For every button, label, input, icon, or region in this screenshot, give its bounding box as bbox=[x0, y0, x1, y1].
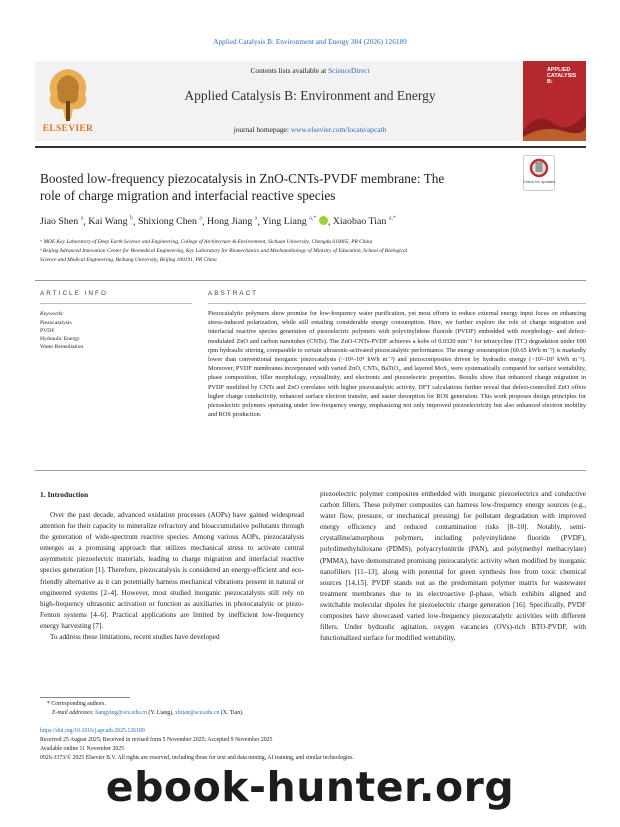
body-paragraph: piezoelectric polymer composites embedded with inorganic piezoelectrics and conductive carbon fillers. These polymer composites can harness low-frequency energy sources (e.g., water flow, pressure, or mechanical pressing) for pollutant degradation with improved energy efficiency and reduced contamination risks [8–10]. Notably, semi-crystalline/amorphous polymers, including polyvinylidene fluoride (PVDF), polydimethylsiloxane (PDMS), polyacrylonitrile (PAN), and poly(methyl methacrylate) (PMMA), have demonstrated promising piezocatalytic activity when modified by inorganic nanofillers [11–13], along with potential for green synthesis free from toxic chemical sources [14,15]. PVDF stands out as the predominant polymer matrix for wastewater treatment membranes due to its electroactive β-phase, which exhibits aligned and switchable molecular dipoles for piezoelectric charge generation [16]. Specifically, PVDF composites have showcased varied low-frequency piezocatalytic activities with different fillers. Under hydraulic agitation, oxygen vacancies (OVs)-rich BTO-PVDF, with functionalized surface for modified wettability, bbox=[320, 490, 586, 643]
keyword: Hydraulic Energy bbox=[40, 336, 80, 342]
footnote-rule bbox=[40, 697, 130, 698]
article-title bbox=[40, 170, 500, 204]
article-title-line-2: role of charge migration and interfacial reactive species bbox=[40, 188, 336, 203]
cover-title: APPLIED CATALYSIS B: bbox=[547, 67, 577, 85]
abstract-text: Piezocatalytic polymers show promise for low-frequency water purification, yet most efforts to reduce external energy input focus on enhancing stress-induced polarization, while still entailing considerable energy consumption. Here, we further explore the role of charge migration and interfacial reactive species generation of piezoelectric polymers with polyvinylidene fluoride (PVDF) embedded with morphology- and defect-modulated ZnO and carbon nanotubes (CNTs). The ZnO-CNTs-PVDF achieves a kobs of 0.0320 min⁻¹ for tetracycline (TC) degradation under 600 rpm hydraulic stirring, comparable to certain ultrasonic-activated piezocatalytic performance. The energy consumption (60.65 kWh m⁻³) is markedly lower than conventional inorganic piezocatalysts (~10³–10⁴ kWh m⁻³) and piezocomposites driven by hydraulic energy (~10²–10³ kWh m⁻³). Moreover, PVDF membranes incorporated with varied ZnO, CNTs, BaTiO₃, and layered MoS₂ were systematically compared for surface wettability, phase composition, filler morphology, crystallinity, and electronic and piezoelectric properties. Results show that enhanced charge migration in PVDF modified by CNTs and ZnO correlates with higher piezocatalytic activity. DFT calculations further reveal that defect-controlled ZnO offers higher charge conductivity, enhanced surface electron transfer, and easier desorption for ROS generation. This work proposes design principles for piezoelectric polymers operating under low-frequency energy, emphasizing not only improved piezoelectricity but also enhanced electron mobility and ROS production. bbox=[208, 310, 586, 419]
journal-homepage-link[interactable]: www.elsevier.com/locate/apcatb bbox=[290, 125, 387, 134]
affiliation-b-line-1: ᵇ Beijing Advanced Innovation Center for Biomedical Engineering, Key Laboratory for Biomechanics and Mechanobiology of Ministry of Education, School of Biological bbox=[40, 248, 408, 254]
body-paragraph: Over the past decade, advanced oxidation processes (AOPs) have gained widespread attention for their capacity to mineralize refractory and bioaccumulative pollutants through the generation of wide-spectrum reactive species. Among various AOPs, piezocatalysis emerges as a promising approach that utilizes mechanical stress to activate central asymmetric piezoelectric materials, leading to charge migration and interfacial reactive species generation [1]. Therefore, piezocatalysis is considered an energy-efficient and eco-friendly alternative as it can potentially harness mechanical vibrations present in natural or engineered systems [2–4]. However, most studied inorganic piezocatalysts still rely on high-frequency ultrasonic activation or function as auxiliaries in photocatalytic or piezo-Fenton systems [4–6]. Practical applications are limited by inefficient low-frequency energy harvesting [7]. bbox=[40, 511, 304, 630]
author[interactable]: Shixiong Chen $^a$ bbox=[137, 216, 203, 228]
body-paragraph: To address these limitations, recent studies have developed bbox=[50, 633, 220, 642]
article-info-heading: ARTICLE INFO bbox=[40, 290, 108, 297]
received-dates: Received 25 August 2025; Received in revised form 5 November 2025; Accepted 9 November 2025 bbox=[40, 737, 273, 743]
homepage-prefix: journal homepage: bbox=[233, 125, 291, 134]
affiliation-a: ᵃ MOE Key Laboratory of Deep Earth Science and Engineering, College of Architecture & Environment, Sichuan University, Chengdu 610065, PR China bbox=[40, 239, 373, 245]
orcid-icon[interactable] bbox=[319, 216, 328, 225]
doi-link[interactable]: https://doi.org/10.1016/j.apcatb.2025.126189 bbox=[40, 728, 145, 734]
divider bbox=[40, 303, 192, 304]
email-link[interactable]: liangying@scu.edu.cn bbox=[95, 710, 147, 716]
author[interactable]: Ying Liang $^{a,*}$ bbox=[262, 216, 317, 228]
journal-title: Applied Catalysis B: Environment and Energy bbox=[184, 88, 436, 103]
copyright-notice: 0926-3373/© 2025 Elsevier B.V. All rights are reserved, including those for text and data mining, AI training, and similar technologies. bbox=[40, 755, 354, 761]
author[interactable]: Xiaobao Tian $^{a,*}$ bbox=[332, 216, 396, 228]
check-updates-label: Check for updates bbox=[523, 179, 555, 184]
keyword: Water Remediation bbox=[40, 344, 84, 350]
email-link[interactable]: xbtian@scu.edu.cn bbox=[175, 710, 220, 716]
abstract-heading: ABSTRACT bbox=[208, 290, 259, 297]
journal-cover-thumbnail[interactable] bbox=[523, 61, 586, 141]
divider bbox=[208, 303, 586, 304]
contents-prefix: Contents lists available at bbox=[250, 66, 329, 75]
divider bbox=[35, 280, 586, 281]
keywords-label: Keywords: bbox=[40, 311, 65, 317]
author-list: Jiao Shen $^a$, Kai Wang $^b$, Shixiong Chen $^a$, Hong Jiang $^a$, Ying Liang $^{a,*}$ , Xiaobao Tian $^{a,*}$ bbox=[40, 216, 396, 228]
journal-citation-link[interactable]: Applied Catalysis B: Environment and Energy 384 (2026) 126189 bbox=[213, 37, 407, 46]
article-title-line-1: Boosted low-frequency piezocatalysis in ZnO-CNTs-PVDF membrane: The bbox=[40, 171, 445, 186]
cover-artwork bbox=[523, 101, 586, 141]
keyword: PVDF bbox=[40, 328, 55, 334]
watermark-text: ebook-hunter.org bbox=[105, 763, 515, 811]
author[interactable]: Jiao Shen $^a$ bbox=[40, 216, 84, 228]
journal-homepage-line bbox=[100, 125, 520, 134]
contents-line bbox=[100, 66, 520, 75]
email-addresses: E-mail addresses: liangying@scu.edu.cn (Y. Liang), xbtian@scu.edu.cn (X. Tian). bbox=[52, 710, 244, 716]
keyword: Piezocatalysis bbox=[40, 320, 72, 326]
check-for-updates-icon[interactable] bbox=[523, 155, 555, 191]
author[interactable]: Kai Wang $^b$ bbox=[88, 216, 134, 228]
corresponding-authors-note: * Corresponding authors. bbox=[47, 701, 106, 707]
author[interactable]: Hong Jiang $^a$ bbox=[207, 216, 258, 228]
available-online: Available online 11 November 2025 bbox=[40, 746, 125, 752]
sciencedirect-link[interactable]: ScienceDirect bbox=[328, 66, 370, 75]
header-rule bbox=[35, 146, 586, 148]
body-column-right bbox=[320, 489, 586, 644]
body-column-left bbox=[40, 510, 304, 643]
publisher-wordmark: ELSEVIER bbox=[42, 124, 94, 134]
divider bbox=[35, 470, 586, 471]
introduction-heading: 1. Introduction bbox=[40, 490, 89, 499]
affiliation-b-line-2: Science and Medical Engineering, Beihang University, Beijing 100191, PR China bbox=[40, 257, 217, 263]
